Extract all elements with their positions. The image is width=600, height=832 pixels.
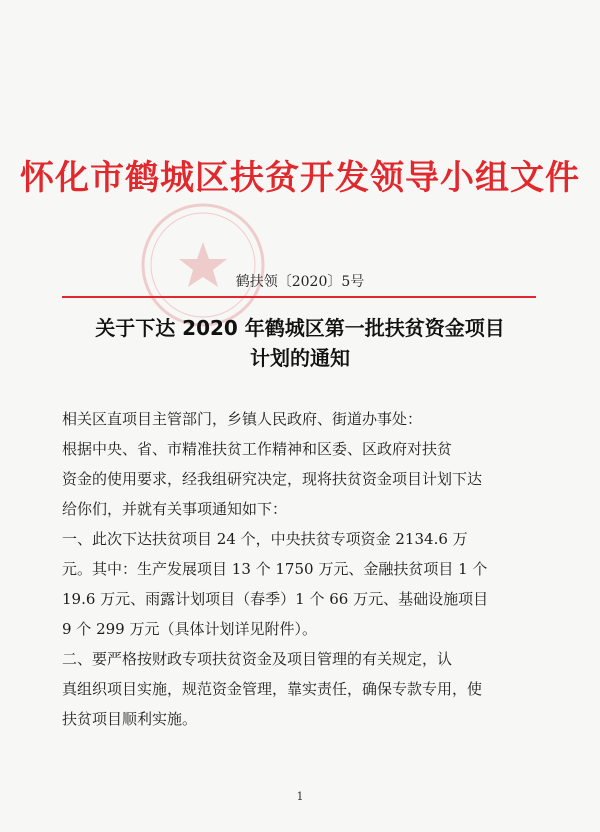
text-line: 9 个 299 万元（具体计划详见附件）。 [62,620,317,638]
issuing-organization-title: 怀化市鹤城区扶贫开发领导小组文件 [20,158,580,198]
text-line: 真组织项目实施，规范资金管理，靠实责任，确保专款专用，使 [62,680,483,698]
text-line: 根据中央、省、市精准扶贫工作精神和区委、区政府对扶贫 [62,440,453,458]
official-seal-icon [138,200,268,330]
paragraph-intro [62,434,542,524]
paragraph-item-2 [62,644,542,734]
document-title [0,313,600,373]
text-line: 二、要严格按财政专项扶贫资金及项目管理的有关规定，认 [62,650,453,668]
addressee-line: 相关区直项目主管部门，乡镇人民政府、街道办事处： [62,410,423,428]
paragraph-item-1 [62,524,542,644]
text-line: 给你们，并就有关事项通知如下： [62,500,288,518]
text-line: 扶贫项目顺利实施。 [62,710,198,728]
text-line: 元。其中：生产发展项目 13 个 1750 万元、金融扶贫项目 1 个 [62,560,488,578]
page-number: 1 [296,790,304,803]
text-line: 资金的使用要求，经我组研究决定，现将扶贫资金项目计划下达 [62,470,483,488]
text-line: 一、此次下达扶贫项目 24 个，中央扶贫专项资金 2134.6 万 [62,530,468,548]
document-body [62,404,542,734]
text-line: 19.6 万元、雨露计划项目（春季）1 个 66 万元、基础设施项目 [62,590,489,608]
header-divider [62,296,536,298]
document-title-line-1: 关于下达 2020 年鹤城区第一批扶贫资金项目 [95,316,505,340]
document-number: 鹤扶领〔2020〕5号 [235,274,365,290]
document-title-line-2: 计划的通知 [250,346,350,370]
